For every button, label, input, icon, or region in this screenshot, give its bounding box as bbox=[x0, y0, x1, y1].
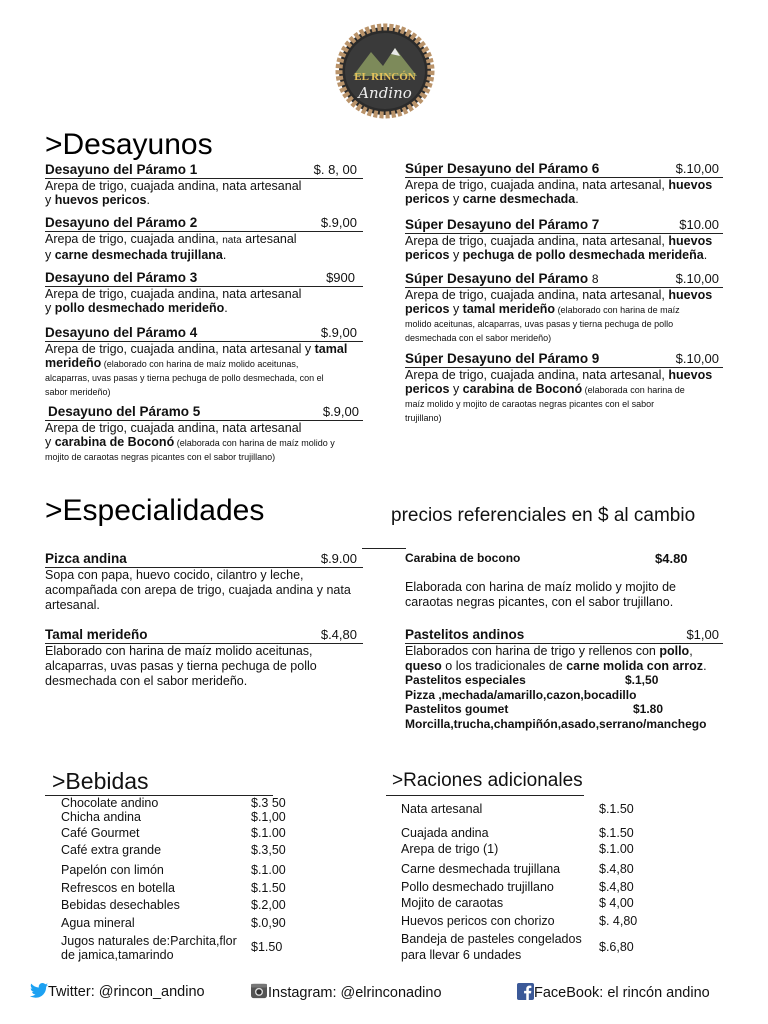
divider bbox=[386, 795, 584, 796]
racion-name: Huevos pericos con chorizo bbox=[401, 914, 555, 928]
bebida-name-line2: de jamica,tamarindo bbox=[61, 948, 174, 962]
instagram-icon bbox=[250, 983, 268, 999]
desayuno-2 bbox=[45, 215, 363, 262]
item-description: Arepa de trigo, cuajada andina, nata artesanal y huevos pericos. bbox=[45, 179, 302, 207]
racion-price: $. 4,80 bbox=[599, 914, 638, 928]
instagram-link[interactable] bbox=[250, 983, 442, 1001]
especialidad-tamal-merideno bbox=[45, 627, 363, 689]
bebida-row bbox=[61, 934, 282, 962]
instagram-handle: Instagram: @elrinconadino bbox=[268, 985, 442, 1001]
super-desayuno-8 bbox=[405, 271, 723, 344]
racion-price: $.1.50 bbox=[599, 826, 634, 840]
racion-name: Arepa de trigo (1) bbox=[401, 842, 499, 856]
racion-price: $.6,80 bbox=[599, 940, 634, 954]
item-price: $.10,00 bbox=[675, 351, 719, 366]
item-description: Arepa de trigo, cuajada andina, nata artesanal, huevos pericos y pechuga de pollo desmechada merideña. bbox=[405, 234, 713, 262]
price-note: precios referenciales en $ al cambio bbox=[391, 505, 696, 526]
item-description: Arepa de trigo, cuajada andina, nata artesanal y pollo desmechado merideño. bbox=[45, 287, 302, 315]
item-description: Arepa de trigo, cuajada andina, nata artesanal, huevos pericos y carne desmechada. bbox=[405, 178, 713, 206]
item-title: Desayuno del Páramo 5 bbox=[48, 404, 201, 419]
item-title: Desayuno del Páramo 2 bbox=[45, 215, 198, 230]
bebida-name: Papelón con limón bbox=[61, 863, 164, 877]
racion-row bbox=[401, 914, 637, 928]
divider bbox=[45, 643, 363, 644]
racion-price: $.4,80 bbox=[599, 880, 634, 894]
item-price: $10.00 bbox=[679, 217, 719, 232]
item-description: Arepa de trigo, cuajada andina, nata artesanal y carabina de Boconó (elaborada con harina de maíz molido y mojito de caraotas negras picantes con el sabor trujillano) bbox=[45, 421, 335, 462]
racion-price: $.1.00 bbox=[599, 842, 634, 856]
item-title: Desayuno del Páramo 4 bbox=[45, 325, 198, 340]
racion-row bbox=[401, 802, 634, 816]
item-title: Súper Desayuno del Páramo 7 bbox=[405, 217, 600, 232]
twitter-link[interactable] bbox=[30, 983, 205, 1000]
divider bbox=[45, 420, 363, 421]
divider bbox=[405, 287, 723, 288]
twitter-handle: Twitter: @rincon_andino bbox=[48, 984, 205, 1000]
divider bbox=[45, 286, 363, 287]
racion-row bbox=[401, 826, 634, 840]
item-price: $900 bbox=[326, 270, 355, 285]
item-description: Elaborados con harina de trigo y rellenos con pollo, queso o los tradicionales de carne molida con arroz. bbox=[405, 644, 707, 673]
racion-name: Pollo desmechado trujillano bbox=[401, 880, 554, 894]
bebida-price: $.2,00 bbox=[251, 898, 286, 912]
desayuno-1 bbox=[45, 162, 363, 207]
logo-text-line1: EL RINCÓN bbox=[354, 71, 416, 83]
item-price: $1,00 bbox=[686, 627, 719, 642]
bebida-row bbox=[61, 796, 286, 810]
racion-name: Mojito de caraotas bbox=[401, 896, 504, 910]
racion-name: Cuajada andina bbox=[401, 826, 489, 840]
item-title: Súper Desayuno del Páramo 8 bbox=[405, 271, 599, 286]
super-desayuno-9 bbox=[405, 351, 723, 424]
desayuno-5 bbox=[45, 404, 363, 463]
item-title: Súper Desayuno del Páramo 9 bbox=[405, 351, 600, 366]
bebida-price: $.1,00 bbox=[251, 810, 286, 824]
especialidad-carabina-de-bocono bbox=[405, 551, 723, 610]
item-price: $.9,00 bbox=[320, 325, 357, 340]
divider bbox=[45, 567, 363, 568]
item-title: Desayuno del Páramo 3 bbox=[45, 270, 198, 285]
item-description: Arepa de trigo, cuajada andina, nata artesanal y carne desmechada trujillana. bbox=[45, 232, 297, 262]
racion-price: $ 4,00 bbox=[599, 896, 634, 910]
facebook-icon bbox=[517, 983, 534, 1000]
divider bbox=[405, 177, 723, 178]
racion-name-line2: para llevar 6 undades bbox=[401, 948, 522, 962]
bebida-name: Café extra grande bbox=[61, 843, 162, 857]
bebida-row bbox=[61, 916, 286, 930]
section-title-bebidas: >Bebidas bbox=[52, 768, 149, 794]
item-title: Pizca andina bbox=[45, 551, 127, 566]
bebida-row bbox=[61, 898, 286, 912]
item-description: Arepa de trigo, cuajada andina, nata artesanal, huevos pericos y carabina de Boconó (elaborada con harina de maíz molido y mojito de caraotas negras picantes con el sabor trujillano) bbox=[405, 368, 713, 423]
especialidad-pastelitos-andinos bbox=[405, 627, 723, 731]
racion-price: $.4,80 bbox=[599, 862, 634, 876]
bebida-row bbox=[61, 843, 286, 857]
twitter-icon bbox=[30, 983, 48, 998]
super-desayuno-7 bbox=[405, 217, 723, 262]
racion-price: $.1.50 bbox=[599, 802, 634, 816]
bebida-price: $.3,50 bbox=[251, 843, 286, 857]
bebida-name: Agua mineral bbox=[61, 916, 135, 930]
bebida-name: Chicha andina bbox=[61, 810, 141, 824]
section-title-desayunos: >Desayunos bbox=[45, 128, 213, 161]
bebida-price: $.1.00 bbox=[251, 863, 286, 877]
divider bbox=[405, 233, 723, 234]
bebida-price: $.1.00 bbox=[251, 826, 286, 840]
racion-row bbox=[401, 880, 634, 894]
racion-name: Bandeja de pasteles congelados bbox=[401, 932, 582, 946]
item-title: Súper Desayuno del Páramo 6 bbox=[405, 161, 600, 176]
item-description: Arepa de trigo, cuajada andina, nata artesanal y tamal merideño (elaborado con harina de maíz molido aceitunas, alcaparras, uvas pasas y tierna pechuga de pollo desmechada, con el sabor merideño) bbox=[45, 342, 348, 397]
bebida-row bbox=[61, 826, 286, 840]
logo-text-line2: Andino bbox=[358, 84, 412, 102]
bebida-name: Chocolate andino bbox=[61, 796, 159, 810]
facebook-handle: FaceBook: el rincón andino bbox=[534, 985, 710, 1001]
item-title: Pastelitos andinos bbox=[405, 627, 525, 642]
item-price: $.9,00 bbox=[322, 404, 359, 419]
item-description: Sopa con papa, huevo cocido, cilantro y leche, acompañada con arepa de trigo, cuajada andina y nata artesanal. bbox=[45, 568, 351, 612]
racion-name: Carne desmechada trujillana bbox=[401, 862, 561, 876]
bebida-name: Bebidas desechables bbox=[61, 898, 180, 912]
section-title-raciones: >Raciones adicionales bbox=[392, 770, 583, 791]
divider bbox=[405, 643, 723, 644]
racion-row bbox=[401, 932, 634, 962]
item-description: Elaborado con harina de maíz molido aceitunas, alcaparras, uvas pasas y tierna pechuga de pollo desmechada con el sabor merideño. bbox=[45, 644, 317, 688]
divider bbox=[45, 231, 363, 232]
bebida-price: $1.50 bbox=[251, 940, 283, 954]
especialidad-pizca-andina bbox=[45, 551, 363, 613]
item-price: $.9.00 bbox=[320, 551, 357, 566]
bebida-price: $.3 50 bbox=[251, 796, 286, 810]
divider bbox=[45, 178, 363, 179]
divider bbox=[362, 548, 406, 549]
item-description: Arepa de trigo, cuajada andina, nata artesanal, huevos pericos y tamal merideño (elaborado con harina de maíz molido aceitunas, alcaparras, uvas pasas y tierna pechuga de pollo desmechada con el sabor merideño) bbox=[405, 288, 713, 343]
item-price: $.4,80 bbox=[320, 627, 357, 642]
desayuno-3 bbox=[45, 270, 363, 315]
logo bbox=[325, 16, 445, 124]
divider bbox=[405, 367, 723, 368]
racion-row bbox=[401, 842, 634, 856]
racion-name: Nata artesanal bbox=[401, 802, 483, 816]
item-price: $.10,00 bbox=[675, 161, 719, 176]
bebida-row bbox=[61, 810, 286, 824]
pastelitos-variants: Pastelitos especiales $.1,50 Pizza ,mechada/amarillo,cazon,bocadillo Pastelitos goumet $1.80 Morcilla,trucha,champiñón,asado,serrano/manchego bbox=[405, 673, 707, 731]
bebida-name: Jugos naturales de:Parchita,flor bbox=[61, 934, 237, 948]
item-title: Carabina de bocono bbox=[405, 551, 521, 565]
divider bbox=[45, 341, 363, 342]
item-price: $.9,00 bbox=[320, 215, 357, 230]
super-desayuno-6 bbox=[405, 161, 723, 206]
section-title-especialidades: >Especialidades bbox=[45, 494, 265, 527]
bebida-price: $.0,90 bbox=[251, 916, 286, 930]
item-title: Desayuno del Páramo 1 bbox=[45, 162, 198, 177]
item-price: $. 8, 00 bbox=[313, 162, 357, 177]
bebida-price: $.1.50 bbox=[251, 881, 286, 895]
facebook-link[interactable] bbox=[517, 983, 710, 1001]
bebida-row bbox=[61, 863, 286, 877]
item-price: $4.80 bbox=[655, 551, 688, 566]
item-price: $.10,00 bbox=[675, 271, 719, 286]
desayuno-4 bbox=[45, 325, 363, 398]
bebida-name: Refrescos en botella bbox=[61, 881, 175, 895]
item-description: Elaborada con harina de maíz molido y mojito de caraotas negras picantes, con el sabor trujillano. bbox=[405, 580, 676, 609]
bebida-row bbox=[61, 881, 286, 895]
bebida-name: Café Gourmet bbox=[61, 826, 140, 840]
item-title: Tamal merideño bbox=[45, 627, 148, 642]
racion-row bbox=[401, 862, 634, 876]
racion-row bbox=[401, 896, 634, 910]
